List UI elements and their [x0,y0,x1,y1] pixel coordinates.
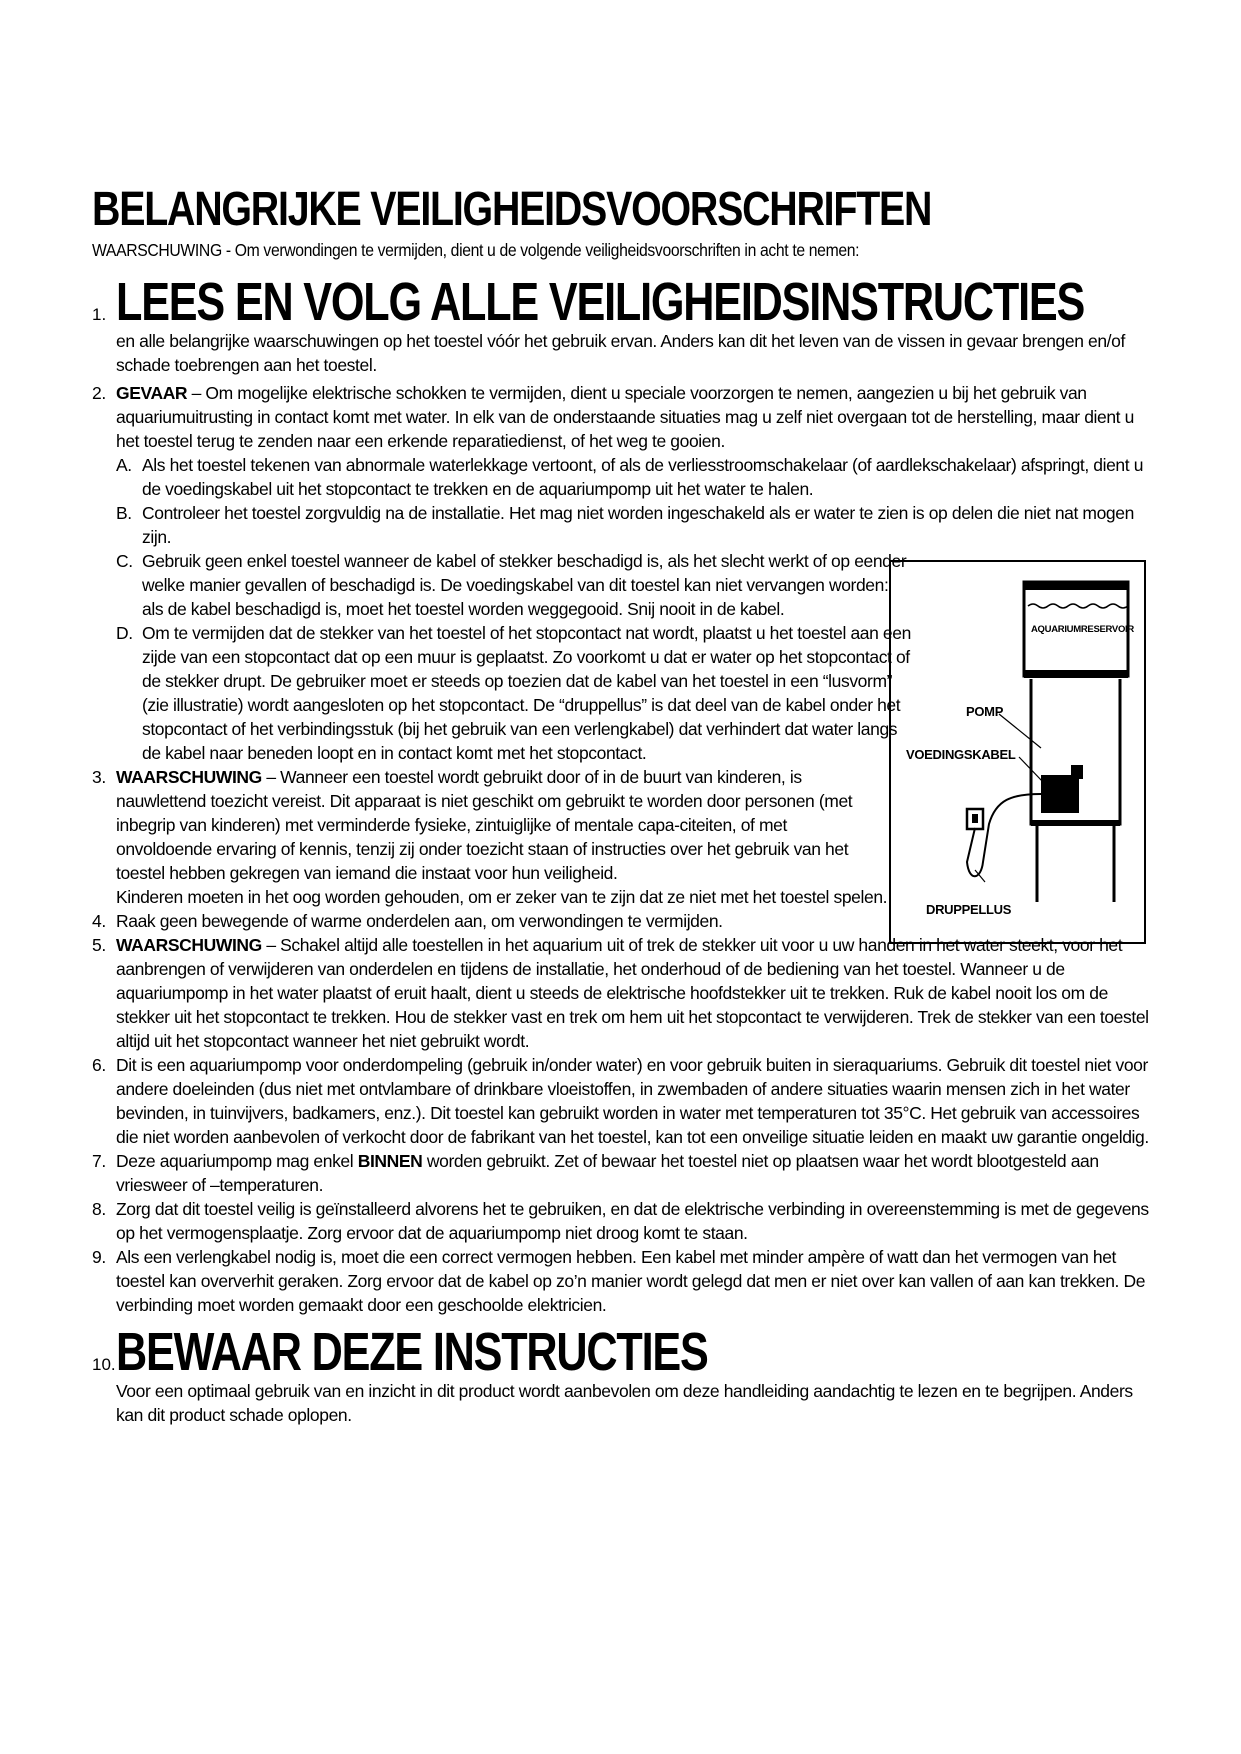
sub-instruction-a [92,453,1152,501]
instruction-number: 2. [92,383,106,403]
pump-shape [1041,775,1079,813]
sub-letter: C. [116,551,133,571]
pomp-leader-line [999,714,1041,748]
instruction-number: 8. [92,1199,106,1219]
instruction-text: – Wanneer een toestel wordt gebruikt door of in de buurt van kinderen, is nauwlettend toezicht vereist. Dit apparaat is niet geschikt om gebruikt te worden door personen (met inbegrip van kinderen) met verminderde fysieke, zintuiglijke of mentale capa-citeiten, of met onvoldoende ervaring of kennis, tenzij zij onder toezicht staan of instructies over het gebruik van het toestel hebben gekregen van iemand die instaat voor hun veiligheid. [116,767,853,883]
drip-loop-illustration [889,560,1146,944]
instruction-5 [92,933,1152,1053]
indoor-label: BINNEN [357,1151,423,1171]
sub-letter: B. [116,503,132,523]
sub-text: Om te vermijden dat de stekker van het toestel of het stopcontact nat wordt, plaatst u het toestel aan een zijde van een stopcontact dat op een muur is geplaatst. Zo voorkomt u dat er water op het stopcontact of de stekker drupt. De gebruiker moet er steeds op toezien dat de kabel van het toestel in een “lusvorm” (zie illustratie) wordt aangesloten op het stopcontact. De “druppellus” is dat deel van de kabel onder het stopcontact of het verbindingsstuk (bij het gebruik van een verlengkabel) dat verhindert dat water langs de kabel naar beneden loopt en in contact komt met het stopcontact. [142,623,911,763]
reservoir-rim [1024,582,1128,590]
pomp-label: POMP [966,704,1004,719]
sub-instruction-c [92,549,912,621]
instruction-3 [92,765,871,885]
instruction-6 [92,1053,1152,1149]
instruction-3-text-2: Kinderen moeten in het oog worden gehouden, om er zeker van te zijn dat ze niet met het toestel spelen. [116,887,888,907]
instruction-2 [92,381,1152,453]
instruction-1-text: en alle belangrijke waarschuwingen op het toestel vóór het gebruik ervan. Anders kan dit het leven van de vissen in gevaar brengen en/of schade toebrengen aan het toestel. [116,331,1125,375]
sub-text: Als het toestel tekenen van abnormale waterlekkage vertoont, of als de verliesstroomschakelaar (of aardlekschakelaar) afspringt, dient u de voedingskabel uit het stopcontact te trekken en de aquariumpomp uit het water te halen. [142,455,1144,499]
instruction-text: Als een verlengkabel nodig is, moet die een correct vermogen hebben. Een kabel met minder ampère of watt dan het vermogen van het toestel kan oververhit geraken. Zorg ervoor dat de kabel op zo’n manier wordt gelegd dat men er niet over kan vallen of aan kan trekken. De verbinding moet worden gemaakt door een geschoolde elektricien. [116,1247,1146,1315]
reservoir-label: AQUARIUMRESERVOIR [1031,624,1134,635]
instruction-8 [92,1197,1152,1245]
instruction-number: 9. [92,1247,106,1267]
instruction-10 [92,1322,1152,1382]
instruction-number: 6. [92,1055,106,1075]
instruction-number: 4. [92,911,106,931]
sub-text: Gebruik geen enkel toestel wanneer de kabel of stekker beschadigd is, als het slecht werkt of op eender welke manier gevallen of beschadigd is. De voedingskabel van dit toestel kan niet vervangen worden: als de kabel beschadigd is, moet het toestel worden weggegooid. Snij nooit in de kabel. [142,551,907,619]
instruction-text: Zorg dat dit toestel veilig is geïnstalleerd alvorens het te gebruiken, en dat de elektrische verbinding in overeenstemming is met de gegevens op het vermogensplaatje. Zorg ervoor dat de aquariumpomp niet droog komt te staan. [116,1199,1149,1243]
sub-letter: A. [116,455,132,475]
instruction-text: – Om mogelijke elektrische schokken te vermijden, dient u speciale voorzorgen te nemen, aangezien u bij het gebruik van aquariumuitrusting in contact komt met water. In elk van de onderstaande situaties mag u zelf niet overgaan tot de herstelling, maar dient u het toestel terug te zenden naar een erkende reparatiedienst, of het weg te gooien. [116,383,1134,451]
druppellus-label: DRUPPELLUS [926,902,1012,917]
instruction-text: Deze aquariumpomp mag enkel [116,1151,358,1171]
voedingskabel-label: VOEDINGSKABEL [906,747,1016,762]
socket-plug [972,814,978,823]
instruction-number: 5. [92,935,106,955]
warning-label: WAARSCHUWING [116,767,262,787]
instruction-text: – Schakel altijd alle toestellen in het aquarium uit of trek de stekker uit voor u uw handen in het water steekt, voor het aanbrengen of verwijderen van onderdelen en tijdens de installatie, het onderhoud of de bediening van het toestel. Wanneer u de aquariumpomp in het water plaatst of eruit haalt, dient u steeds de elektrische hoofdstekker uit te trekken. Ruk de kabel nooit los om de stekker uit het stopcontact te trekken. Hou de stekker vast en trek om hem uit het stopcontact te verwijderen. Trek de stekker van een toestel altijd uit het stopcontact wanneer het niet gebruikt wordt. [116,935,1149,1051]
instruction-number: 7. [92,1151,106,1171]
instruction-number: 10. [92,1355,116,1374]
pump-outlet [1071,765,1083,779]
instruction-number: 3. [92,767,106,787]
warning-intro: WAARSCHUWING - Om verwondingen te vermijden, dient u de volgende veiligheidsvoorschriften in acht te nemen: [92,240,860,260]
instruction-text: worden gebruikt. Zet of bewaar het toestel niet op plaatsen waar het wordt blootgesteld aan vriesweer of –temperaturen. [116,1151,1099,1195]
cabinet-shelf [1031,820,1120,826]
sub-text: Controleer het toestel zorgvuldig na de installatie. Het mag niet worden ingeschakeld als er water te zien is op delen die niet nat mogen zijn. [142,503,1134,547]
danger-label: GEVAAR [116,383,188,403]
reservoir-base [1024,670,1128,678]
warning-label: WAARSCHUWING [116,935,262,955]
instruction-text: Raak geen bewegende of warme onderdelen aan, om verwondingen te vermijden. [116,911,723,931]
instruction-heading: LEES EN VOLG ALLE VEILIGHEIDSINSTRUCTIES [116,272,1085,332]
sub-instruction-d [92,621,912,765]
instruction-heading: BEWAAR DEZE INSTRUCTIES [116,1322,708,1382]
page-title: BELANGRIJKE VEILIGHEIDSVOORSCHRIFTEN [92,183,932,236]
instruction-number: 1. [92,305,107,324]
instruction-1 [92,272,1152,332]
instruction-9 [92,1245,1152,1317]
instruction-7 [92,1149,1152,1197]
instruction-text: Dit is een aquariumpomp voor onderdompeling (gebruik in/onder water) en voor gebruik buiten in sieraquariums. Gebruik dit toestel niet voor andere doeleinden (dus niet met ontvlambare of drinkbare vloeistoffen, in zwembaden of andere situaties waarin mensen zich in het water bevinden, in tuinvijvers, badkamers, enz.). Dit toestel kan gebruikt worden in water met temperaturen tot 35°C. Het gebruik van accessoires die niet worden aanbevolen of verkocht door de fabrikant van het toestel, kan tot een onveilige situatie leiden en maakt uw garantie ongeldig. [116,1055,1149,1147]
sub-instruction-b [92,501,1152,549]
instruction-10-text: Voor een optimaal gebruik van en inzicht in dit product wordt aanbevolen om deze handleiding aandachtig te lezen en te begrijpen. Anders kan dit product schade oplopen. [116,1381,1133,1425]
cabinet-legs [1037,826,1114,902]
sub-letter: D. [116,623,133,643]
